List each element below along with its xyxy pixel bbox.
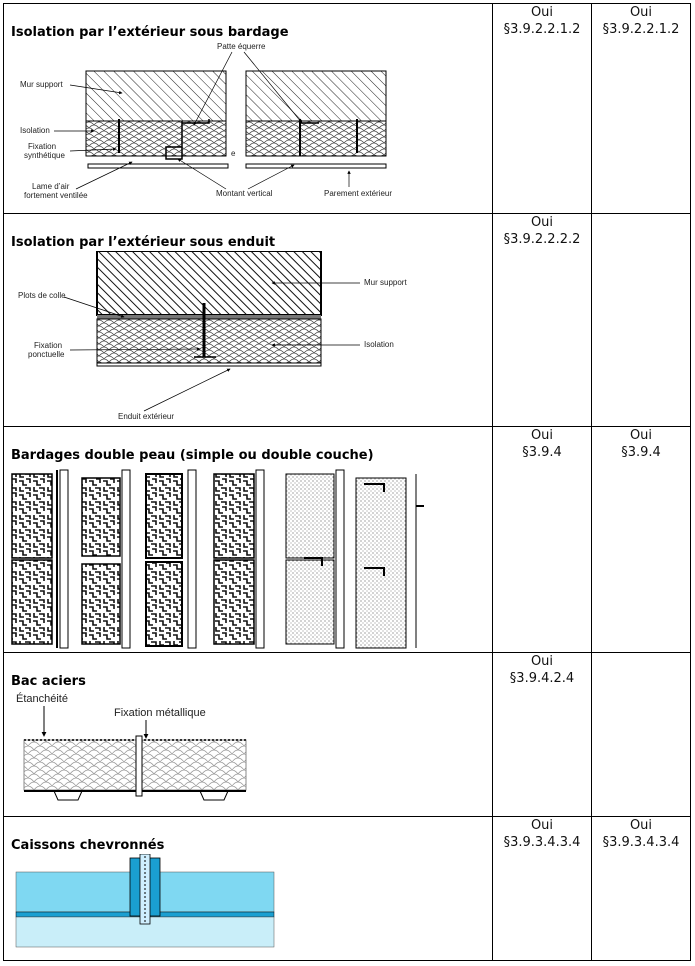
description-cell: [4, 427, 493, 653]
label-lame: Lame d’air: [32, 182, 70, 191]
label-fixation: Fixation: [28, 142, 57, 151]
label-montant: Montant vertical: [216, 189, 273, 198]
label-e: e: [231, 149, 236, 158]
status-value: Oui: [629, 428, 653, 443]
label-mur: Mur support: [20, 80, 63, 89]
status-cell: [493, 214, 592, 427]
systems-table: [3, 3, 691, 961]
description-cell: [4, 653, 493, 817]
label-fixation: Fixation: [34, 341, 63, 350]
status-value: Oui: [530, 654, 554, 669]
table-row: [4, 4, 691, 214]
figure-double-peau: [4, 464, 490, 650]
wall-support: [246, 71, 386, 121]
status-cell: [493, 427, 592, 653]
status-value: Oui: [629, 818, 653, 833]
panel-variant-2: [82, 470, 130, 648]
reference-value: §3.9.2.2.2.2: [503, 232, 581, 247]
label-enduit: Enduit extérieur: [118, 412, 175, 421]
status-cell: [592, 214, 691, 427]
render-layer: [97, 363, 321, 366]
status-cell: [493, 653, 592, 817]
description-cell: [4, 214, 493, 427]
status-value: Oui: [530, 215, 554, 230]
status-cell: [493, 4, 592, 214]
status-value: Oui: [530, 5, 554, 20]
reference-value: §3.9.4: [621, 445, 661, 460]
reference-value: §3.9.2.2.1.2: [503, 22, 581, 37]
reference-value: §3.9.3.4.3.4: [503, 835, 581, 850]
status-value: Oui: [530, 428, 554, 443]
label-fixation: Fixation métallique: [114, 707, 206, 719]
panel-variant-6: [356, 474, 424, 648]
row-title: Bac aciers: [11, 674, 86, 689]
status-value: Oui: [530, 818, 554, 833]
row-title: Caissons chevronnés: [11, 838, 165, 853]
status-cell: [592, 653, 691, 817]
status-cell: [592, 427, 691, 653]
cladding: [88, 164, 228, 168]
insulation-layer: [86, 121, 226, 156]
table-row: [4, 653, 691, 817]
label-patte: Patte équerre: [217, 42, 266, 51]
table-row: [4, 817, 691, 961]
status-cell: [592, 817, 691, 961]
figure-bardage: [4, 41, 490, 211]
figure-caissons: [4, 854, 490, 958]
row-title: Isolation par l’extérieur sous enduit: [11, 235, 276, 250]
reference-value: §3.9.4.2.4: [509, 671, 575, 686]
panel-variant-5: [286, 470, 344, 648]
description-cell: [4, 4, 493, 214]
status-value: Oui: [629, 5, 653, 20]
label-isolation: Isolation: [364, 340, 394, 349]
figure-bac-aciers: [4, 690, 490, 814]
wall-support: [86, 71, 226, 121]
label-lame-sub: fortement ventilée: [24, 191, 88, 200]
label-plots: Plots de colle: [18, 291, 66, 300]
glue-plots: [97, 315, 321, 319]
table-row: [4, 214, 691, 427]
label-fixation-sub: synthétique: [24, 151, 65, 160]
description-cell: [4, 817, 493, 961]
reference-value: §3.9.4: [522, 445, 562, 460]
table-row: [4, 427, 691, 653]
label-etancheite: Étanchéité: [16, 693, 68, 705]
reference-value: §3.9.3.4.3.4: [602, 835, 680, 850]
panel-variant-4: [214, 470, 264, 648]
status-cell: [493, 817, 592, 961]
status-cell: [592, 4, 691, 214]
insulation-panel: [24, 740, 246, 790]
label-parement: Parement extérieur: [324, 189, 393, 198]
cladding: [246, 164, 386, 168]
label-fixation-sub: ponctuelle: [28, 350, 65, 359]
figure-enduit: [4, 251, 490, 423]
panel-variant-1: [12, 470, 68, 648]
panel-variant-3: [146, 470, 196, 648]
reference-value: §3.9.2.2.1.2: [602, 22, 680, 37]
row-title: Isolation par l’extérieur sous bardage: [11, 25, 289, 40]
label-isolation: Isolation: [20, 126, 50, 135]
insulation-layer: [246, 121, 386, 156]
row-title: Bardages double peau (simple ou double couche): [11, 448, 374, 463]
label-mur: Mur support: [364, 278, 407, 287]
